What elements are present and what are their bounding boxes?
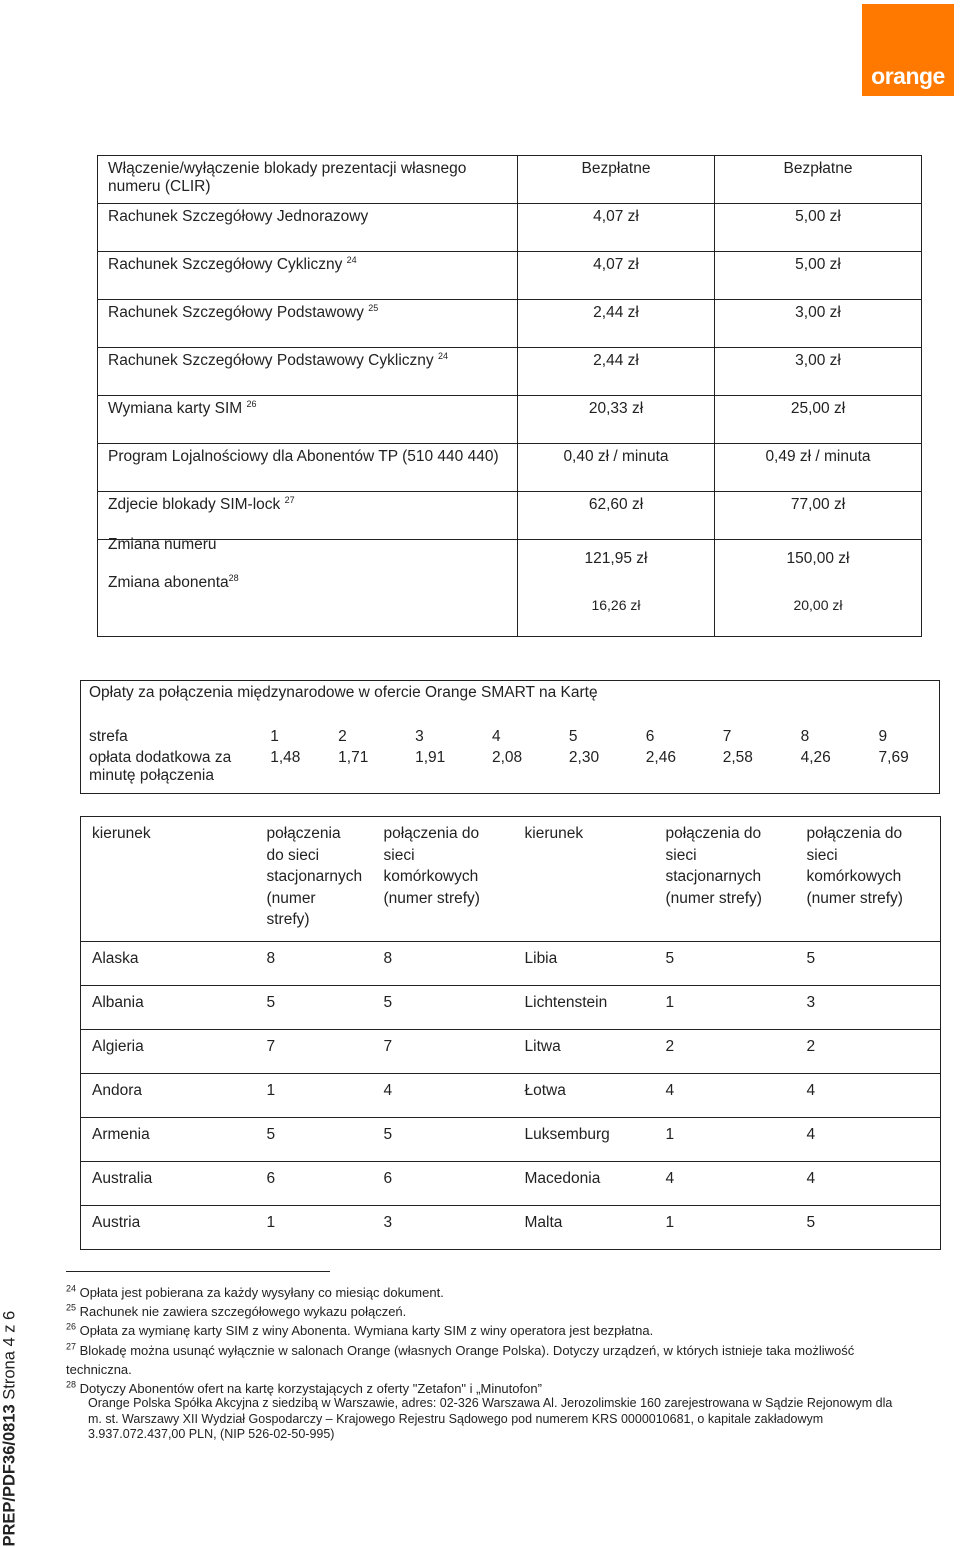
zone-number: 4 [491, 727, 501, 745]
table-cell: 6 [373, 1162, 514, 1206]
fee-name [98, 396, 518, 444]
footnote-text: Opłata za wymianę karty SIM z winy Abonenta. Wymiana karty SIM z winy operatora jest bezpłatna. [79, 1323, 654, 1339]
fee-name-text: Rachunek Szczegółowy Podstawowy [108, 304, 364, 321]
fee-gross: 3,00 zł [715, 348, 922, 396]
fee-net: 62,60 zł [518, 492, 715, 540]
table-cell: 5 [796, 1206, 941, 1250]
table-cell: Alaska [81, 942, 256, 986]
fee-name [98, 156, 518, 204]
fee-name-text [108, 574, 239, 592]
table-cell: 4 [796, 1162, 941, 1206]
table-row [81, 1074, 941, 1118]
zone-fee: 2,46 [638, 749, 715, 794]
footnote-ref: 27 [284, 494, 295, 505]
side-label [1, 1117, 20, 1547]
fee-gross: Bezpłatne [715, 156, 922, 204]
fee-net: 2,44 zł [518, 300, 715, 348]
fee-name [98, 252, 518, 300]
fee-net-value: 121,95 zł [584, 550, 648, 567]
fee-gross: 0,49 zł / minuta [715, 444, 922, 492]
footnote [66, 1360, 936, 1379]
table-cell: 3 [373, 1206, 514, 1250]
zone-number: 2 [338, 727, 347, 745]
footnote-ref: 24 [346, 254, 357, 265]
table-row [81, 1118, 941, 1162]
fee-row [98, 348, 922, 396]
footnote [66, 1341, 936, 1360]
fee-net: 20,33 zł [518, 396, 715, 444]
table-cell: 1 [256, 1074, 373, 1118]
footnote-number: 25 [66, 1302, 77, 1313]
footnote-text: techniczna. [66, 1361, 132, 1377]
table-cell: 4 [796, 1074, 941, 1118]
zone-fee: 2,08 [484, 749, 561, 794]
zone-fee: 4,26 [793, 749, 871, 794]
zones-table [80, 816, 941, 1250]
fee-net: 0,40 zł / minuta [518, 444, 715, 492]
fee-net [518, 540, 715, 637]
fee-gross: 25,00 zł [715, 396, 922, 444]
table-cell: Lichtenstein [514, 986, 655, 1030]
table-row [81, 942, 941, 986]
column-header: połączenia do sieci komórkowych (numer strefy) [796, 817, 941, 942]
fee-name-text: Program Lojalnościowy dla Abonentów TP (510 440 440) [108, 448, 499, 465]
footnote-text: Blokadę można usunąć wyłącznie w salonach Orange (własnych Orange Polska). Dotyczy urządzeń, w których istnieje taka możliwość [79, 1342, 855, 1358]
fee-row [98, 156, 922, 204]
legal-line-1: Orange Polska Spółka Akcyjna z siedzibą w Warszawie, adres: 02-326 Warszawa Al. Jerozolimskie 160 zarejestrowana w Sądzie Rejonowym dla [88, 1396, 893, 1410]
zone-label: strefa [81, 725, 263, 749]
table-cell: Litwa [514, 1030, 655, 1074]
footnote-number: 26 [66, 1322, 77, 1333]
table-cell: Malta [514, 1206, 655, 1250]
zone-number: 6 [645, 727, 655, 745]
page-number: Strona 4 z 6 [0, 1310, 19, 1400]
column-header: kierunek [514, 817, 655, 942]
zone-fee: 1,91 [407, 749, 484, 794]
table-row [81, 1030, 941, 1074]
orange-logo [862, 4, 954, 96]
table-cell: 2 [796, 1030, 941, 1074]
table-cell: 5 [796, 942, 941, 986]
zone-number: 9 [871, 725, 940, 749]
fee-name-text: Rachunek Szczegółowy Podstawowy Cykliczny [108, 352, 434, 369]
zone-fee: 2,30 [561, 749, 638, 794]
zone-number: 7 [722, 727, 732, 745]
fee-name [98, 300, 518, 348]
fee-label: opłata dodatkowa za minutę połączenia [81, 749, 263, 794]
table-cell: 1 [655, 1206, 796, 1250]
footnote-ref: 28 [228, 572, 239, 583]
footnotes [66, 1283, 936, 1398]
table-cell: 5 [655, 942, 796, 986]
fee-name [98, 204, 518, 252]
fee-name-text: Rachunek Szczegółowy Jednorazowy [108, 208, 369, 225]
fee-gross [715, 540, 922, 637]
intl-fee-table [80, 680, 940, 794]
table-cell: Andora [81, 1074, 256, 1118]
fee-net: 2,44 zł [518, 348, 715, 396]
footnote-text: Rachunek nie zawiera szczegółowego wykazu połączeń. [79, 1304, 407, 1320]
logo-text: orange [871, 63, 945, 89]
zone-fee: 1,48 [262, 749, 330, 794]
fee-gross: 3,00 zł [715, 300, 922, 348]
footnote-number: 28 [66, 1379, 77, 1390]
zone-number: 5 [568, 727, 578, 745]
table-cell: 4 [373, 1074, 514, 1118]
table-cell: 1 [655, 1118, 796, 1162]
footnote-ref: 24 [437, 350, 448, 361]
fee-net: 4,07 zł [518, 252, 715, 300]
fee-name-text: Zmiana numeru [108, 536, 217, 553]
fee-gross: 5,00 zł [715, 252, 922, 300]
footnote-rule [66, 1271, 330, 1272]
table-cell: Algieria [81, 1030, 256, 1074]
table-cell: 1 [256, 1206, 373, 1250]
table-cell: 2 [655, 1030, 796, 1074]
table-row [81, 1162, 941, 1206]
footnote-number: 27 [66, 1341, 77, 1352]
fee-gross: 5,00 zł [715, 204, 922, 252]
footnote-ref: 25 [368, 302, 379, 313]
footnote [66, 1321, 936, 1340]
table-row [81, 986, 941, 1030]
fee-net: Bezpłatne [518, 156, 715, 204]
table-cell: 6 [256, 1162, 373, 1206]
table-cell: 8 [256, 942, 373, 986]
table-cell: 7 [373, 1030, 514, 1074]
fee-row-merged [98, 540, 922, 637]
zone-number: 3 [415, 727, 424, 745]
fee-name-text: Zmiana abonenta [108, 574, 229, 591]
footnote-number: 24 [66, 1283, 77, 1294]
fee-name-text: Rachunek Szczegółowy Cykliczny [108, 256, 343, 273]
legal-line-2: m. st. Warszawy XII Wydział Gospodarczy – Krajowego Rejestru Sądowego pod numerem KRS 0000010681, o kapitale zakładowym [88, 1411, 824, 1426]
fee-gross-value: 20,00 zł [793, 597, 843, 613]
column-header: połączenia do sieci stacjonarnych (numer strefy) [655, 817, 796, 942]
fee-row [98, 492, 922, 540]
zone-fee: 2,58 [715, 749, 793, 794]
fee-row [98, 204, 922, 252]
table-cell: 5 [256, 1118, 373, 1162]
table-cell: Łotwa [514, 1074, 655, 1118]
table-cell: 5 [373, 986, 514, 1030]
fee-row [98, 252, 922, 300]
zones-header-row [81, 817, 941, 942]
table-cell: Australia [81, 1162, 256, 1206]
table-cell: 1 [655, 986, 796, 1030]
fee-name [98, 444, 518, 492]
zone-fee: 1,71 [330, 749, 407, 794]
table-cell: Austria [81, 1206, 256, 1250]
fee-name [98, 348, 518, 396]
footnote-ref: 26 [246, 398, 257, 409]
table-cell: 4 [655, 1162, 796, 1206]
intl-fee-title: Opłaty za połączenia międzynarodowe w ofercie Orange SMART na Kartę [81, 681, 940, 725]
table-cell: Luksemburg [514, 1118, 655, 1162]
fee-name-text: Zdjecie blokady SIM-lock [108, 496, 281, 513]
footnote [66, 1283, 936, 1302]
fee-gross-value: 150,00 zł [786, 550, 850, 567]
column-header: kierunek [81, 817, 256, 942]
table-row [81, 1206, 941, 1250]
fee-name [98, 536, 518, 637]
table-cell: 4 [655, 1074, 796, 1118]
fee-net-value: 16,26 zł [591, 597, 641, 613]
table-cell: Macedonia [514, 1162, 655, 1206]
fee-name [98, 492, 518, 540]
footnote [66, 1302, 936, 1321]
document-code: PREP/PDF36/0813 [0, 1404, 19, 1547]
footnote-text: Dotyczy Abonentów ofert na kartę korzystających z oferty "Zetafon" i „Minutofon” [79, 1381, 542, 1397]
zone-number: 1 [270, 727, 279, 745]
table-cell: Libia [514, 942, 655, 986]
column-header: połączenia do sieci komórkowych (numer strefy) [373, 817, 514, 942]
fee-row [98, 300, 922, 348]
table-cell: Armenia [81, 1118, 256, 1162]
fee-row [98, 396, 922, 444]
fee-row [98, 444, 922, 492]
zone-number: 8 [800, 727, 810, 745]
fee-name-text: Włączenie/wyłączenie blokady prezentacji własnego numeru (CLIR) [108, 160, 467, 195]
legal-info [88, 1396, 892, 1443]
table-cell: 5 [373, 1118, 514, 1162]
legal-line-3: 3.937.072.437,00 PLN, (NIP 526-02-50-995) [88, 1427, 335, 1441]
fee-table [97, 155, 922, 637]
table-cell: 7 [256, 1030, 373, 1074]
zone-fee: 7,69 [871, 749, 940, 794]
table-cell: 3 [796, 986, 941, 1030]
table-cell: 4 [796, 1118, 941, 1162]
footnote-text: Opłata jest pobierana za każdy wysyłany co miesiąc dokument. [79, 1285, 444, 1300]
fee-net: 4,07 zł [518, 204, 715, 252]
table-cell: Albania [81, 986, 256, 1030]
fee-name-text: Wymiana karty SIM [108, 400, 243, 417]
table-cell: 5 [256, 986, 373, 1030]
table-cell: 8 [373, 942, 514, 986]
fee-gross: 77,00 zł [715, 492, 922, 540]
column-header: połączenia do sieci stacjonarnych (numer strefy) [256, 817, 373, 942]
